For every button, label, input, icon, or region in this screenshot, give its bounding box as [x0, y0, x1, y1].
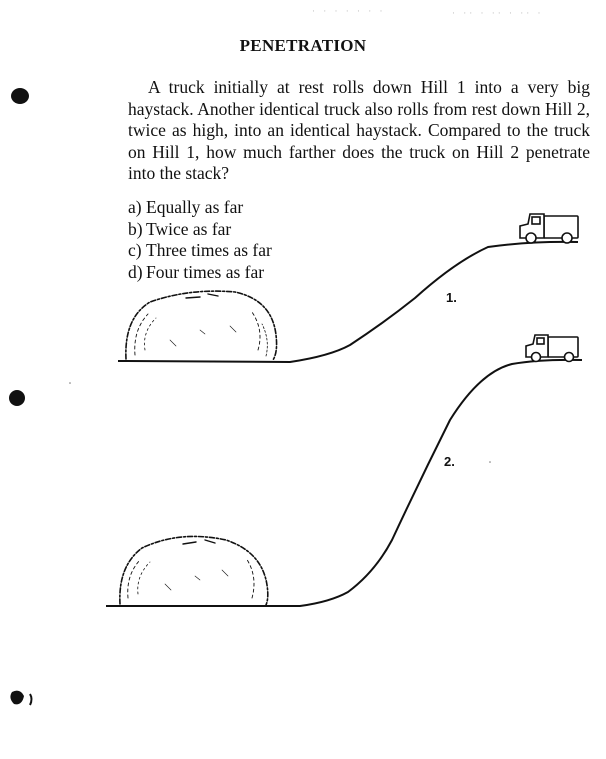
hill-1-label: 1.: [446, 290, 457, 305]
hill-2-label: 2.: [444, 454, 455, 469]
scan-noise: · · · · · · ·: [312, 6, 386, 16]
truck-1-icon: [520, 214, 578, 243]
page-title: PENETRATION: [239, 36, 367, 55]
hill-2-scene: [106, 335, 582, 606]
truck-2-icon: [526, 335, 578, 362]
hill-1-scene: [118, 214, 578, 362]
scan-noise: · ·· · ·· · ·· ·: [452, 8, 544, 18]
haystack-1: [126, 291, 277, 360]
binder-hole: [30, 694, 32, 705]
binder-hole: [9, 390, 25, 406]
choice-letter: d): [128, 261, 143, 282]
choice-letter: c): [128, 240, 142, 260]
scan-noise: [69, 382, 71, 384]
choice-text: Twice as far: [146, 218, 232, 239]
binder-hole: [10, 691, 24, 705]
choice-text: Three times as far: [146, 240, 272, 260]
choice-letter: a): [128, 197, 142, 217]
binder-hole: [11, 88, 29, 104]
choice-text: Equally as far: [146, 197, 244, 217]
haystack-2: [120, 536, 268, 605]
choice-letter: b): [128, 218, 143, 239]
choice-text: Four times as far: [146, 261, 265, 282]
hill-2-curve: [106, 360, 582, 606]
scan-noise: [489, 461, 491, 463]
hill-1-curve: [118, 242, 578, 362]
question-paragraph: A truck initially at rest rolls down Hill 1 into a very big haystack. Another identical truck also rolls from rest down Hill 2, twice as high, into an identical haystack. Compared to the truck on Hill 1, how much farther does the truck on Hill 2 penetrate into the stack?: [128, 77, 590, 183]
